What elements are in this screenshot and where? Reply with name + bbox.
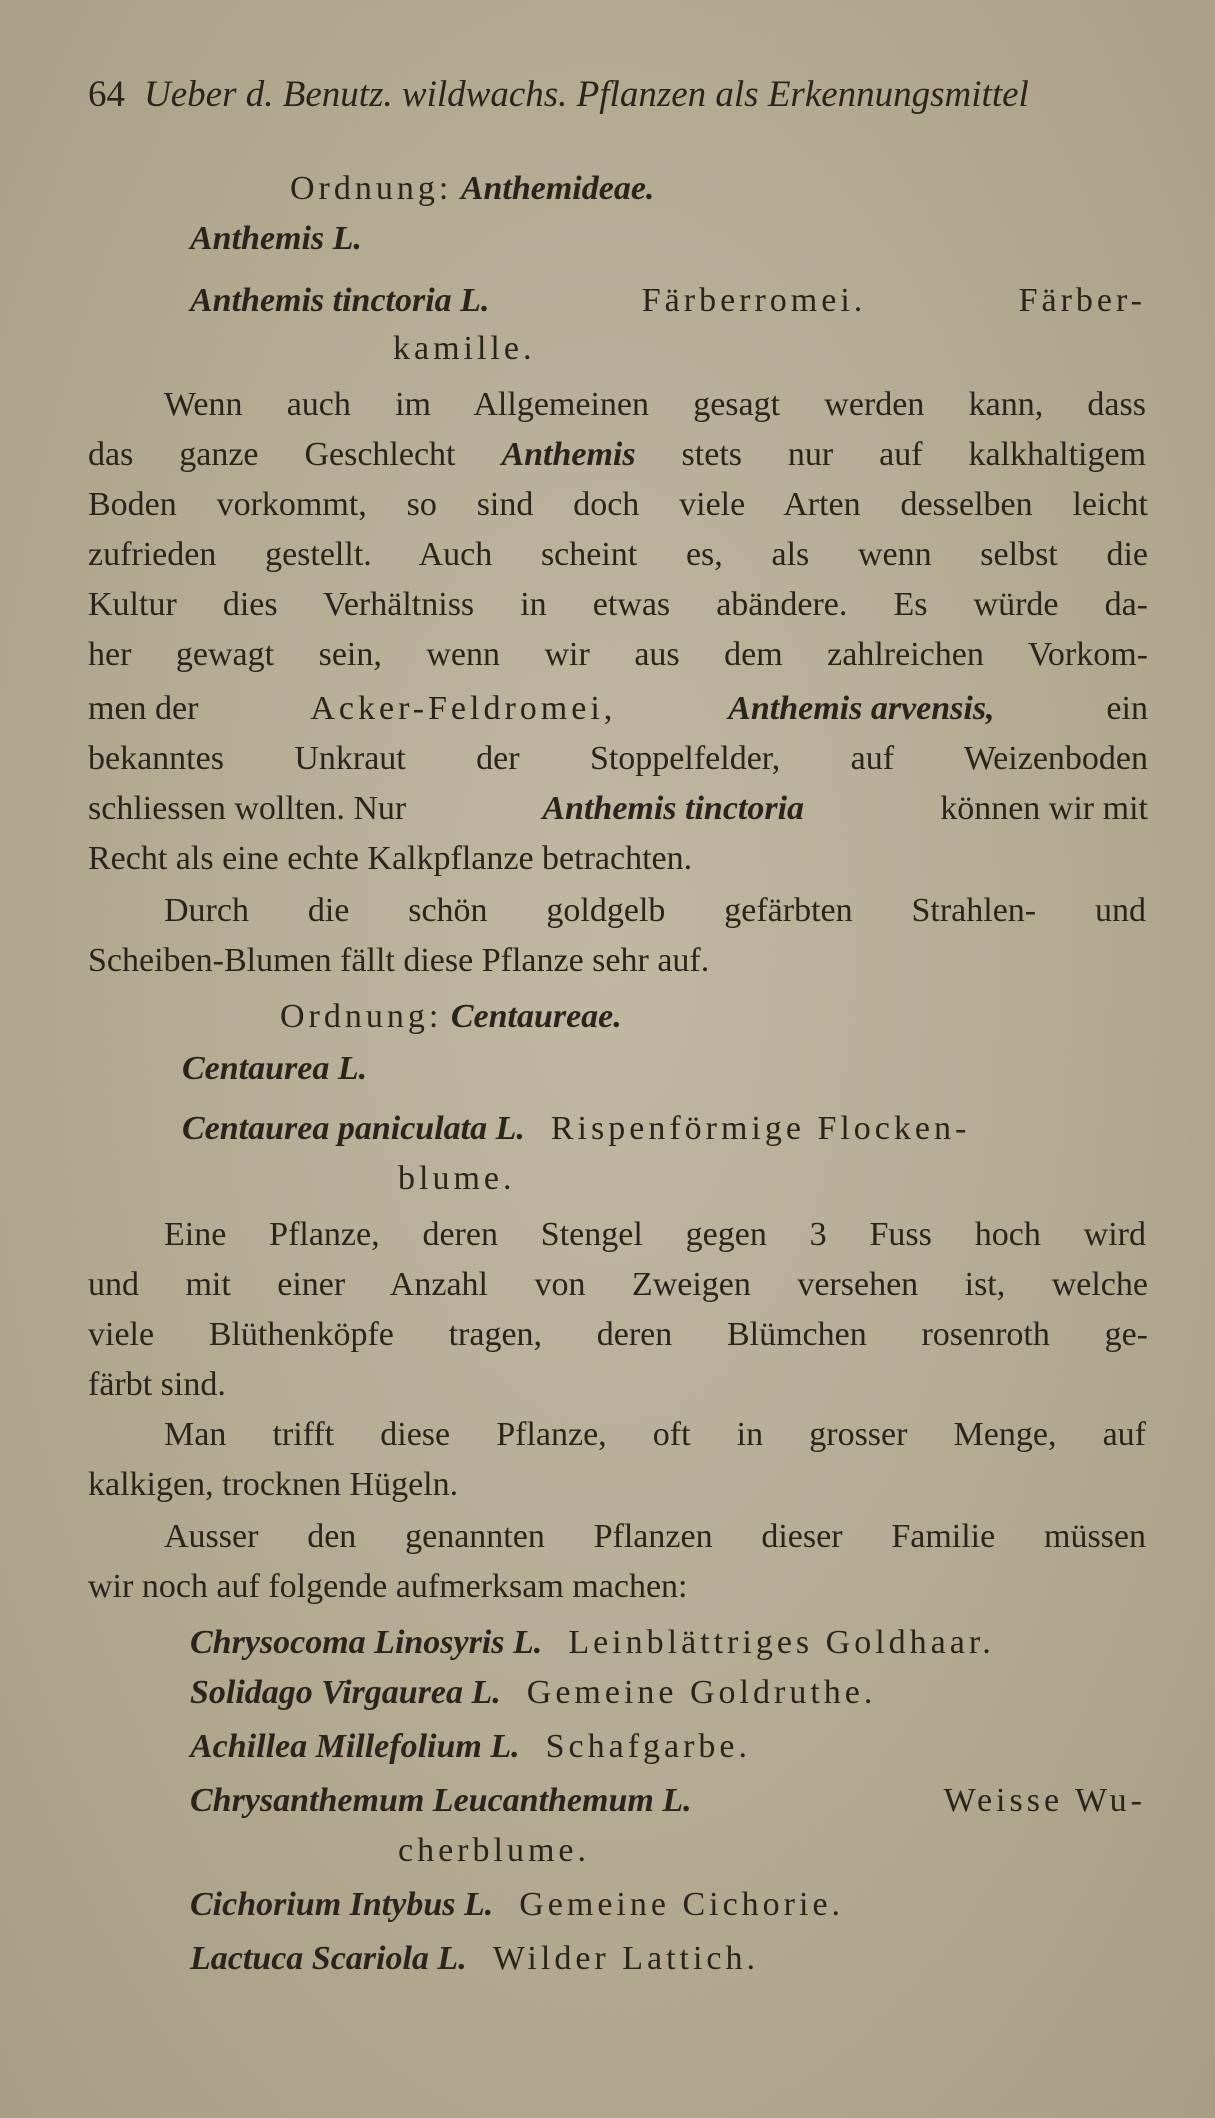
text-line: zufrieden gestellt. Auch scheint es, als wenn selbst die (88, 536, 1148, 573)
text-line: kalkigen, trocknen Hügeln. (88, 1466, 459, 1503)
running-title: Ueber d. Benutz. wildwachs. Pflanzen als Erkennungsmittel (144, 74, 1029, 115)
text-line: Ausser den genannten Pflanzen dieser Familie müssen (164, 1518, 1146, 1555)
running-header (88, 70, 1148, 120)
species-heading-centaurea (182, 1104, 1215, 1154)
order-label: Ordnung: (280, 998, 443, 1035)
text-line: Boden vorkommt, so sind doch viele Arten desselben leicht (88, 486, 1148, 523)
common-name-cont: blume. (398, 1160, 516, 1197)
page-number: 64 (88, 74, 125, 115)
text-line: Durch die schön goldgelb gefärbten Strahlen- und (164, 892, 1146, 929)
text-line: men der Acker-Feldromei, Anthemis arvensis, ein (88, 690, 1148, 727)
common-name-cont: kamille. (393, 330, 536, 367)
species-list-item: Achillea Millefolium L. Schafgarbe. (190, 1728, 752, 1765)
common-name-alt: Färber- (1018, 282, 1146, 319)
text-line: Man trifft diese Pflanze, oft in grosser Menge, auf (164, 1416, 1146, 1453)
order-name: Anthemideae. (460, 170, 655, 207)
species-list-item: Cichorium Intybus L. Gemeine Cichorie. (190, 1886, 845, 1923)
text-line: Kultur dies Verhältniss in etwas abändere. Es würde da- (88, 586, 1148, 623)
genus-heading: Anthemis L. (190, 220, 362, 257)
text-line: färbt sind. (88, 1366, 226, 1403)
genus-inline: Anthemis (501, 436, 636, 473)
genus-heading: Centaurea L. (182, 1050, 368, 1087)
species-list-item: Lactuca Scariola L. Wilder Lattich. (190, 1940, 760, 1977)
text-line: das ganze Geschlecht Anthemis stets nur auf kalkhaltigem (88, 436, 1147, 473)
order-name: Centaureae. (450, 998, 622, 1035)
text-line: und mit einer Anzahl von Zweigen versehen ist, welche (88, 1266, 1148, 1303)
text-line: her gewagt sein, wenn wir aus dem zahlreichen Vorkom- (88, 636, 1148, 673)
text-line: schliessen wollten. Nur Anthemis tinctoria können wir mit (88, 790, 1148, 827)
order-heading-anthemideae (290, 164, 990, 214)
species-list-item-cont: cherblume. (398, 1832, 590, 1869)
text-line: Scheiben-Blumen fällt diese Pflanze sehr auf. (88, 942, 710, 979)
species-heading-anthemis (190, 276, 1146, 326)
order-label: Ordnung: (290, 170, 453, 207)
text-line: bekanntes Unkraut der Stoppelfelder, auf Weizenboden (88, 740, 1148, 777)
species-name: Anthemis tinctoria L. (190, 282, 490, 319)
text-line: Eine Pflanze, deren Stengel gegen 3 Fuss hoch wird (164, 1216, 1146, 1253)
species-list-item: Solidago Virgaurea L. Gemeine Goldruthe. (190, 1674, 877, 1711)
text-line: Wenn auch im Allgemeinen gesagt werden kann, dass (164, 386, 1146, 423)
text-line: Recht als eine echte Kalkpflanze betrachten. (88, 840, 693, 877)
species-list-item: Chrysanthemum Leucanthemum L. Weisse Wu- (190, 1782, 1146, 1819)
common-name: Rispenförmige Flocken- (550, 1110, 971, 1147)
text-line: viele Blüthenköpfe tragen, deren Blümchen rosenroth ge- (88, 1316, 1148, 1353)
order-heading-centaureae (280, 992, 980, 1042)
text-line: wir noch auf folgende aufmerksam machen: (88, 1568, 688, 1605)
common-name: Färberromei. (641, 282, 867, 319)
species-name: Centaurea paniculata L. (182, 1110, 525, 1147)
species-list-item: Chrysocoma Linosyris L. Leinblättriges Goldhaar. (190, 1624, 995, 1661)
